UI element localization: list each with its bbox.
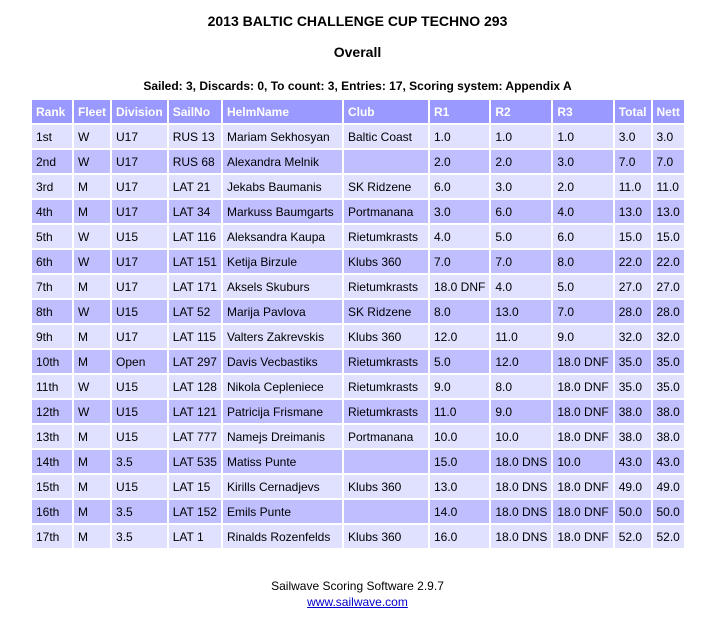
table-row xyxy=(32,475,684,498)
software-credit: Sailwave Scoring Software 2.9.7 xyxy=(271,579,444,593)
page-subtitle: Overall xyxy=(333,44,382,60)
cell-club: Rietumkrasts xyxy=(344,225,428,248)
cell-club: Rietumkrasts xyxy=(344,400,428,423)
cell-division: U15 xyxy=(112,375,167,398)
cell-club: Klubs 360 xyxy=(344,525,428,548)
cell-fleet: W xyxy=(74,300,110,323)
cell-division: Open xyxy=(112,350,167,373)
cell-rank: 6th xyxy=(32,250,72,273)
cell-r2: 1.0 xyxy=(491,125,551,148)
cell-total: 52.0 xyxy=(615,525,651,548)
cell-sailno: RUS 13 xyxy=(169,125,221,148)
cell-sailno: RUS 68 xyxy=(169,150,221,173)
cell-nett: 43.0 xyxy=(653,450,684,473)
cell-fleet: M xyxy=(74,525,110,548)
cell-rank: 9th xyxy=(32,325,72,348)
cell-sailno: LAT 535 xyxy=(169,450,221,473)
cell-r2: 13.0 xyxy=(491,300,551,323)
cell-helmname: Ketija Birzule xyxy=(223,250,342,273)
cell-division: U15 xyxy=(112,300,167,323)
cell-club: Rietumkrasts xyxy=(344,275,428,298)
cell-r1: 8.0 xyxy=(430,300,489,323)
cell-rank: 2nd xyxy=(32,150,72,173)
cell-r2: 2.0 xyxy=(491,150,551,173)
cell-helmname: Alexandra Melnik xyxy=(223,150,342,173)
cell-rank: 4th xyxy=(32,200,72,223)
cell-division: U17 xyxy=(112,275,167,298)
cell-helmname: Davis Vecbastiks xyxy=(223,350,342,373)
cell-r1: 7.0 xyxy=(430,250,489,273)
cell-r2: 6.0 xyxy=(491,200,551,223)
cell-r1: 14.0 xyxy=(430,500,489,523)
cell-fleet: M xyxy=(74,450,110,473)
cell-club: Klubs 360 xyxy=(344,250,428,273)
cell-club xyxy=(344,500,428,523)
cell-rank: 14th xyxy=(32,450,72,473)
cell-nett: 7.0 xyxy=(653,150,684,173)
series-summary: Sailed: 3, Discards: 0, To count: 3, Entries: 17, Scoring system: Appendix A xyxy=(143,79,572,93)
cell-helmname: Nikola Cepleniece xyxy=(223,375,342,398)
cell-total: 11.0 xyxy=(615,175,651,198)
cell-sailno: LAT 21 xyxy=(169,175,221,198)
cell-total: 7.0 xyxy=(615,150,651,173)
table-row xyxy=(32,425,684,448)
cell-r3: 1.0 xyxy=(553,125,612,148)
cell-r3: 7.0 xyxy=(553,300,612,323)
cell-nett: 38.0 xyxy=(653,400,684,423)
cell-r3: 18.0 DNF xyxy=(553,350,612,373)
cell-r2: 9.0 xyxy=(491,400,551,423)
cell-fleet: W xyxy=(74,125,110,148)
table-row xyxy=(32,225,684,248)
cell-club: Portmanana xyxy=(344,200,428,223)
cell-sailno: LAT 1 xyxy=(169,525,221,548)
cell-r3: 5.0 xyxy=(553,275,612,298)
column-header-r3: R3 xyxy=(553,100,612,123)
cell-club: Portmanana xyxy=(344,425,428,448)
cell-r3: 18.0 DNF xyxy=(553,400,612,423)
cell-r3: 9.0 xyxy=(553,325,612,348)
cell-total: 3.0 xyxy=(615,125,651,148)
cell-sailno: LAT 121 xyxy=(169,400,221,423)
cell-r1: 13.0 xyxy=(430,475,489,498)
cell-nett: 35.0 xyxy=(653,350,684,373)
cell-total: 32.0 xyxy=(615,325,651,348)
cell-division: 3.5 xyxy=(112,500,167,523)
column-header-nett: Nett xyxy=(653,100,684,123)
cell-sailno: LAT 297 xyxy=(169,350,221,373)
cell-nett: 50.0 xyxy=(653,500,684,523)
table-row xyxy=(32,500,684,523)
cell-total: 35.0 xyxy=(615,350,651,373)
cell-fleet: M xyxy=(74,325,110,348)
table-row xyxy=(32,375,684,398)
cell-rank: 13th xyxy=(32,425,72,448)
cell-sailno: LAT 15 xyxy=(169,475,221,498)
cell-club: Klubs 360 xyxy=(344,475,428,498)
cell-r3: 2.0 xyxy=(553,175,612,198)
cell-fleet: W xyxy=(74,400,110,423)
cell-division: U17 xyxy=(112,125,167,148)
cell-club: Klubs 360 xyxy=(344,325,428,348)
cell-sailno: LAT 115 xyxy=(169,325,221,348)
cell-division: U15 xyxy=(112,225,167,248)
cell-helmname: Valters Zakrevskis xyxy=(223,325,342,348)
sailwave-link[interactable]: www.sailwave.com xyxy=(307,595,408,609)
cell-fleet: M xyxy=(74,350,110,373)
cell-r3: 18.0 DNF xyxy=(553,500,612,523)
cell-r1: 9.0 xyxy=(430,375,489,398)
column-header-club: Club xyxy=(344,100,428,123)
cell-r3: 4.0 xyxy=(553,200,612,223)
cell-helmname: Namejs Dreimanis xyxy=(223,425,342,448)
table-header-row xyxy=(32,100,684,123)
cell-r2: 10.0 xyxy=(491,425,551,448)
cell-nett: 49.0 xyxy=(653,475,684,498)
cell-division: U15 xyxy=(112,400,167,423)
cell-r3: 3.0 xyxy=(553,150,612,173)
cell-r2: 4.0 xyxy=(491,275,551,298)
cell-helmname: Rinalds Rozenfelds xyxy=(223,525,342,548)
cell-sailno: LAT 152 xyxy=(169,500,221,523)
cell-division: U15 xyxy=(112,425,167,448)
cell-club: Rietumkrasts xyxy=(344,350,428,373)
cell-r3: 18.0 DNF xyxy=(553,425,612,448)
cell-sailno: LAT 151 xyxy=(169,250,221,273)
cell-r2: 18.0 DNS xyxy=(491,475,551,498)
cell-fleet: M xyxy=(74,475,110,498)
cell-r1: 6.0 xyxy=(430,175,489,198)
cell-rank: 11th xyxy=(32,375,72,398)
cell-rank: 3rd xyxy=(32,175,72,198)
cell-club xyxy=(344,150,428,173)
cell-total: 49.0 xyxy=(615,475,651,498)
cell-r2: 3.0 xyxy=(491,175,551,198)
cell-helmname: Emils Punte xyxy=(223,500,342,523)
cell-total: 15.0 xyxy=(615,225,651,248)
cell-helmname: Markuss Baumgarts xyxy=(223,200,342,223)
cell-r2: 8.0 xyxy=(491,375,551,398)
cell-fleet: W xyxy=(74,225,110,248)
cell-sailno: LAT 116 xyxy=(169,225,221,248)
cell-helmname: Matiss Punte xyxy=(223,450,342,473)
cell-r2: 7.0 xyxy=(491,250,551,273)
cell-helmname: Aleksandra Kaupa xyxy=(223,225,342,248)
table-row xyxy=(32,250,684,273)
cell-r1: 5.0 xyxy=(430,350,489,373)
cell-total: 22.0 xyxy=(615,250,651,273)
table-row xyxy=(32,125,684,148)
cell-total: 27.0 xyxy=(615,275,651,298)
cell-helmname: Patricija Frismane xyxy=(223,400,342,423)
cell-r1: 15.0 xyxy=(430,450,489,473)
cell-club: SK Ridzene xyxy=(344,300,428,323)
cell-rank: 1st xyxy=(32,125,72,148)
column-header-r2: R2 xyxy=(491,100,551,123)
cell-helmname: Kirills Cernadjevs xyxy=(223,475,342,498)
cell-r3: 18.0 DNF xyxy=(553,525,612,548)
cell-fleet: W xyxy=(74,250,110,273)
cell-r2: 18.0 DNS xyxy=(491,450,551,473)
cell-club: SK Ridzene xyxy=(344,175,428,198)
cell-total: 38.0 xyxy=(615,400,651,423)
cell-rank: 10th xyxy=(32,350,72,373)
cell-total: 28.0 xyxy=(615,300,651,323)
cell-rank: 12th xyxy=(32,400,72,423)
results-table xyxy=(30,98,686,550)
cell-nett: 35.0 xyxy=(653,375,684,398)
cell-rank: 15th xyxy=(32,475,72,498)
cell-r3: 18.0 DNF xyxy=(553,375,612,398)
cell-division: U15 xyxy=(112,475,167,498)
cell-nett: 15.0 xyxy=(653,225,684,248)
cell-r1: 4.0 xyxy=(430,225,489,248)
cell-division: U17 xyxy=(112,325,167,348)
column-header-r1: R1 xyxy=(430,100,489,123)
cell-helmname: Marija Pavlova xyxy=(223,300,342,323)
cell-nett: 22.0 xyxy=(653,250,684,273)
cell-r1: 16.0 xyxy=(430,525,489,548)
column-header-sailno: SailNo xyxy=(169,100,221,123)
cell-club: Rietumkrasts xyxy=(344,375,428,398)
cell-total: 13.0 xyxy=(615,200,651,223)
table-row xyxy=(32,300,684,323)
table-row xyxy=(32,350,684,373)
cell-nett: 32.0 xyxy=(653,325,684,348)
column-header-division: Division xyxy=(112,100,167,123)
table-row xyxy=(32,400,684,423)
cell-r2: 18.0 DNS xyxy=(491,500,551,523)
cell-club: Baltic Coast xyxy=(344,125,428,148)
cell-nett: 13.0 xyxy=(653,200,684,223)
footer-link-wrapper xyxy=(0,595,715,609)
cell-r1: 1.0 xyxy=(430,125,489,148)
cell-nett: 3.0 xyxy=(653,125,684,148)
cell-total: 35.0 xyxy=(615,375,651,398)
column-header-rank: Rank xyxy=(32,100,72,123)
results-body xyxy=(32,125,684,548)
cell-total: 50.0 xyxy=(615,500,651,523)
cell-helmname: Jekabs Baumanis xyxy=(223,175,342,198)
cell-nett: 11.0 xyxy=(653,175,684,198)
cell-r3: 10.0 xyxy=(553,450,612,473)
cell-fleet: M xyxy=(74,275,110,298)
cell-rank: 8th xyxy=(32,300,72,323)
cell-r1: 3.0 xyxy=(430,200,489,223)
cell-rank: 16th xyxy=(32,500,72,523)
cell-fleet: W xyxy=(74,150,110,173)
cell-r2: 11.0 xyxy=(491,325,551,348)
column-header-helmname: HelmName xyxy=(223,100,342,123)
cell-division: 3.5 xyxy=(112,525,167,548)
cell-r1: 10.0 xyxy=(430,425,489,448)
cell-fleet: W xyxy=(74,375,110,398)
cell-sailno: LAT 171 xyxy=(169,275,221,298)
cell-sailno: LAT 128 xyxy=(169,375,221,398)
cell-division: U17 xyxy=(112,250,167,273)
cell-r1: 2.0 xyxy=(430,150,489,173)
cell-r3: 6.0 xyxy=(553,225,612,248)
column-header-fleet: Fleet xyxy=(74,100,110,123)
table-row xyxy=(32,325,684,348)
cell-fleet: M xyxy=(74,200,110,223)
table-row xyxy=(32,150,684,173)
cell-fleet: M xyxy=(74,175,110,198)
cell-r1: 12.0 xyxy=(430,325,489,348)
cell-r2: 5.0 xyxy=(491,225,551,248)
cell-nett: 28.0 xyxy=(653,300,684,323)
cell-division: U17 xyxy=(112,175,167,198)
cell-r1: 11.0 xyxy=(430,400,489,423)
cell-nett: 52.0 xyxy=(653,525,684,548)
cell-nett: 27.0 xyxy=(653,275,684,298)
cell-division: 3.5 xyxy=(112,450,167,473)
table-row xyxy=(32,275,684,298)
cell-sailno: LAT 34 xyxy=(169,200,221,223)
cell-r2: 12.0 xyxy=(491,350,551,373)
table-row xyxy=(32,200,684,223)
cell-fleet: M xyxy=(74,425,110,448)
cell-r3: 18.0 DNF xyxy=(553,475,612,498)
cell-r1: 18.0 DNF xyxy=(430,275,489,298)
cell-total: 38.0 xyxy=(615,425,651,448)
cell-nett: 38.0 xyxy=(653,425,684,448)
column-header-total: Total xyxy=(615,100,651,123)
cell-helmname: Mariam Sekhosyan xyxy=(223,125,342,148)
cell-division: U17 xyxy=(112,200,167,223)
table-row xyxy=(32,175,684,198)
cell-division: U17 xyxy=(112,150,167,173)
cell-rank: 7th xyxy=(32,275,72,298)
cell-total: 43.0 xyxy=(615,450,651,473)
cell-sailno: LAT 52 xyxy=(169,300,221,323)
table-row xyxy=(32,450,684,473)
cell-helmname: Aksels Skuburs xyxy=(223,275,342,298)
cell-rank: 17th xyxy=(32,525,72,548)
cell-r2: 18.0 DNS xyxy=(491,525,551,548)
cell-fleet: M xyxy=(74,500,110,523)
cell-club xyxy=(344,450,428,473)
cell-sailno: LAT 777 xyxy=(169,425,221,448)
cell-r3: 8.0 xyxy=(553,250,612,273)
cell-rank: 5th xyxy=(32,225,72,248)
page-title: 2013 BALTIC CHALLENGE CUP TECHNO 293 xyxy=(207,13,508,29)
table-row xyxy=(32,525,684,548)
